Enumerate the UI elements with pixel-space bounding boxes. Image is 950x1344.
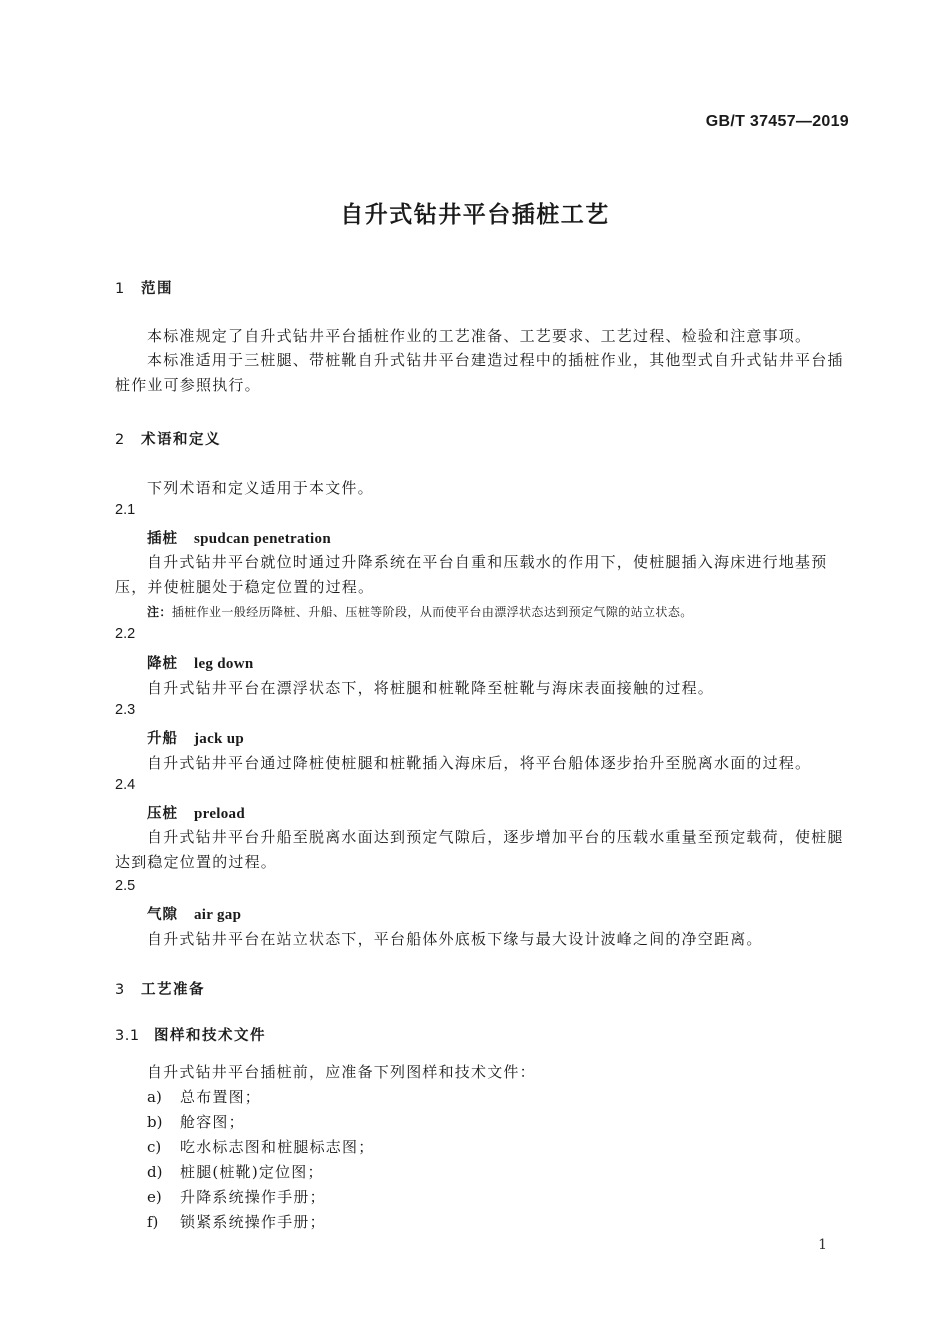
term-en: spudcan penetration [194, 531, 331, 547]
note-label: 注： [147, 605, 172, 619]
term-definition: 自升式钻井平台通过降桩使桩腿和桩靴插入海床后，将平台船体逐步抬升至脱离水面的过程。 [147, 754, 812, 772]
section-heading-scope [115, 277, 173, 298]
list-text: 吃水标志图和桩腿标志图； [180, 1138, 375, 1156]
term-zh: 插桩 [147, 531, 178, 547]
list-marker: f) [147, 1213, 159, 1231]
term-entry [147, 903, 241, 924]
page-number: 1 [818, 1237, 827, 1253]
term-index: 2.3 [115, 702, 136, 718]
list-marker: c) [147, 1138, 162, 1156]
subsection-number: 3.1 [115, 1028, 140, 1044]
list-item [147, 1161, 324, 1182]
term-entry [147, 727, 244, 748]
term-entry [147, 652, 254, 673]
section-number: 1 [115, 281, 126, 297]
document-title: 自升式钻井平台插桩工艺 [340, 202, 610, 228]
term-definition: 自升式钻井平台就位时通过升降系统在平台自重和压载水的作用下，使桩腿插入海床进行地基预压，并使桩腿处于稳定位置的过程。 [115, 553, 828, 596]
term-definition: 自升式钻井平台在站立状态下，平台船体外底板下缘与最大设计波峰之间的净空距离。 [147, 930, 763, 948]
list-text: 桩腿(桩靴)定位图； [180, 1163, 324, 1181]
list-item [147, 1086, 261, 1107]
section-title: 工艺准备 [141, 982, 205, 998]
term-zh: 压桩 [147, 806, 178, 822]
term-index: 2.5 [115, 878, 136, 894]
section-title: 范围 [141, 281, 173, 297]
list-marker: b) [147, 1113, 163, 1131]
paragraph: 本标准适用于三桩腿、带桩靴自升式钻井平台建造过程中的插桩作业，其他型式自升式钻井平台插桩作业可参照执行。 [115, 351, 844, 394]
section-number: 3 [115, 982, 126, 998]
term-entry [147, 802, 245, 823]
term-en: jack up [194, 731, 245, 747]
term-zh: 气隙 [147, 907, 178, 923]
term-entry [147, 527, 331, 548]
term-en: air gap [194, 907, 242, 923]
section-heading-preparation [115, 978, 205, 999]
list-item [147, 1211, 326, 1232]
section-title: 术语和定义 [141, 432, 221, 448]
term-index: 2.4 [115, 777, 136, 793]
term-en: leg down [194, 656, 254, 672]
subsection-heading [115, 1024, 266, 1045]
note [147, 603, 693, 620]
term-index: 2.2 [115, 626, 136, 642]
note-text: 插桩作业一般经历降桩、升船、压桩等阶段，从而使平台由漂浮状态达到预定气隙的站立状态。 [171, 605, 693, 619]
list-marker: e) [147, 1188, 162, 1206]
term-zh: 降桩 [147, 656, 178, 672]
paragraph: 下列术语和定义适用于本文件。 [147, 479, 374, 497]
list-marker: a) [147, 1088, 162, 1106]
term-definition: 自升式钻井平台在漂浮状态下，将桩腿和桩靴降至桩靴与海床表面接触的过程。 [147, 679, 715, 697]
term-zh: 升船 [147, 731, 178, 747]
list-item [147, 1186, 326, 1207]
section-heading-terms [115, 428, 221, 449]
list-marker: d) [147, 1163, 163, 1181]
standard-number: GB/T 37457—2019 [705, 113, 849, 130]
paragraph: 本标准规定了自升式钻井平台插桩作业的工艺准备、工艺要求、工艺过程、检验和注意事项。 [147, 327, 812, 345]
list-text: 锁紧系统操作手册； [180, 1213, 326, 1231]
paragraph: 自升式钻井平台插桩前，应准备下列图样和技术文件： [147, 1063, 536, 1081]
list-text: 升降系统操作手册； [180, 1188, 326, 1206]
list-item [147, 1136, 374, 1157]
list-item [147, 1111, 245, 1132]
list-text: 总布置图； [180, 1088, 262, 1106]
subsection-title: 图样和技术文件 [154, 1028, 266, 1044]
term-en: preload [194, 806, 245, 822]
term-index: 2.1 [115, 502, 136, 518]
list-text: 舱容图； [180, 1113, 245, 1131]
term-definition: 自升式钻井平台升船至脱离水面达到预定气隙后，逐步增加平台的压载水重量至预定载荷，使桩腿达到稳定位置的过程。 [115, 828, 844, 871]
section-number: 2 [115, 432, 126, 448]
